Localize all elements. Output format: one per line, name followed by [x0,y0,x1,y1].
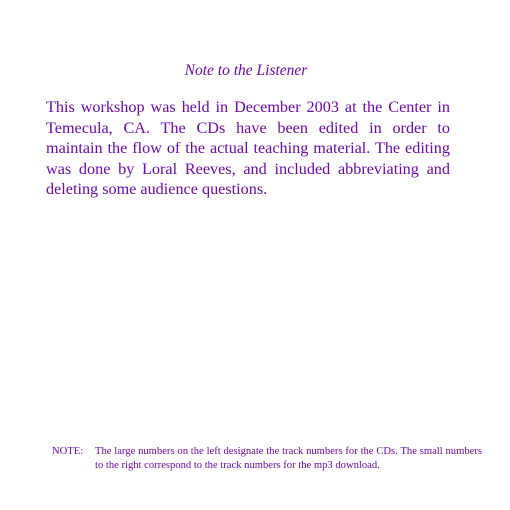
page-title: Note to the Listener [184,62,308,79]
intro-paragraph: This workshop was held in December 2003 at the Center in Temecula, CA. The CDs have been edited in order to maintain the flow of the actual teaching material. The editing was done by Loral Reeves, and included abbreviating and deleting some audience questions. [46,98,450,198]
footnote [52,445,482,473]
footnote-label: NOTE: [52,446,84,457]
footnote-text: The large numbers on the left designate the track numbers for the CDs. The small numbers to the right correspond to the track numbers for the mp3 download. [95,446,482,471]
